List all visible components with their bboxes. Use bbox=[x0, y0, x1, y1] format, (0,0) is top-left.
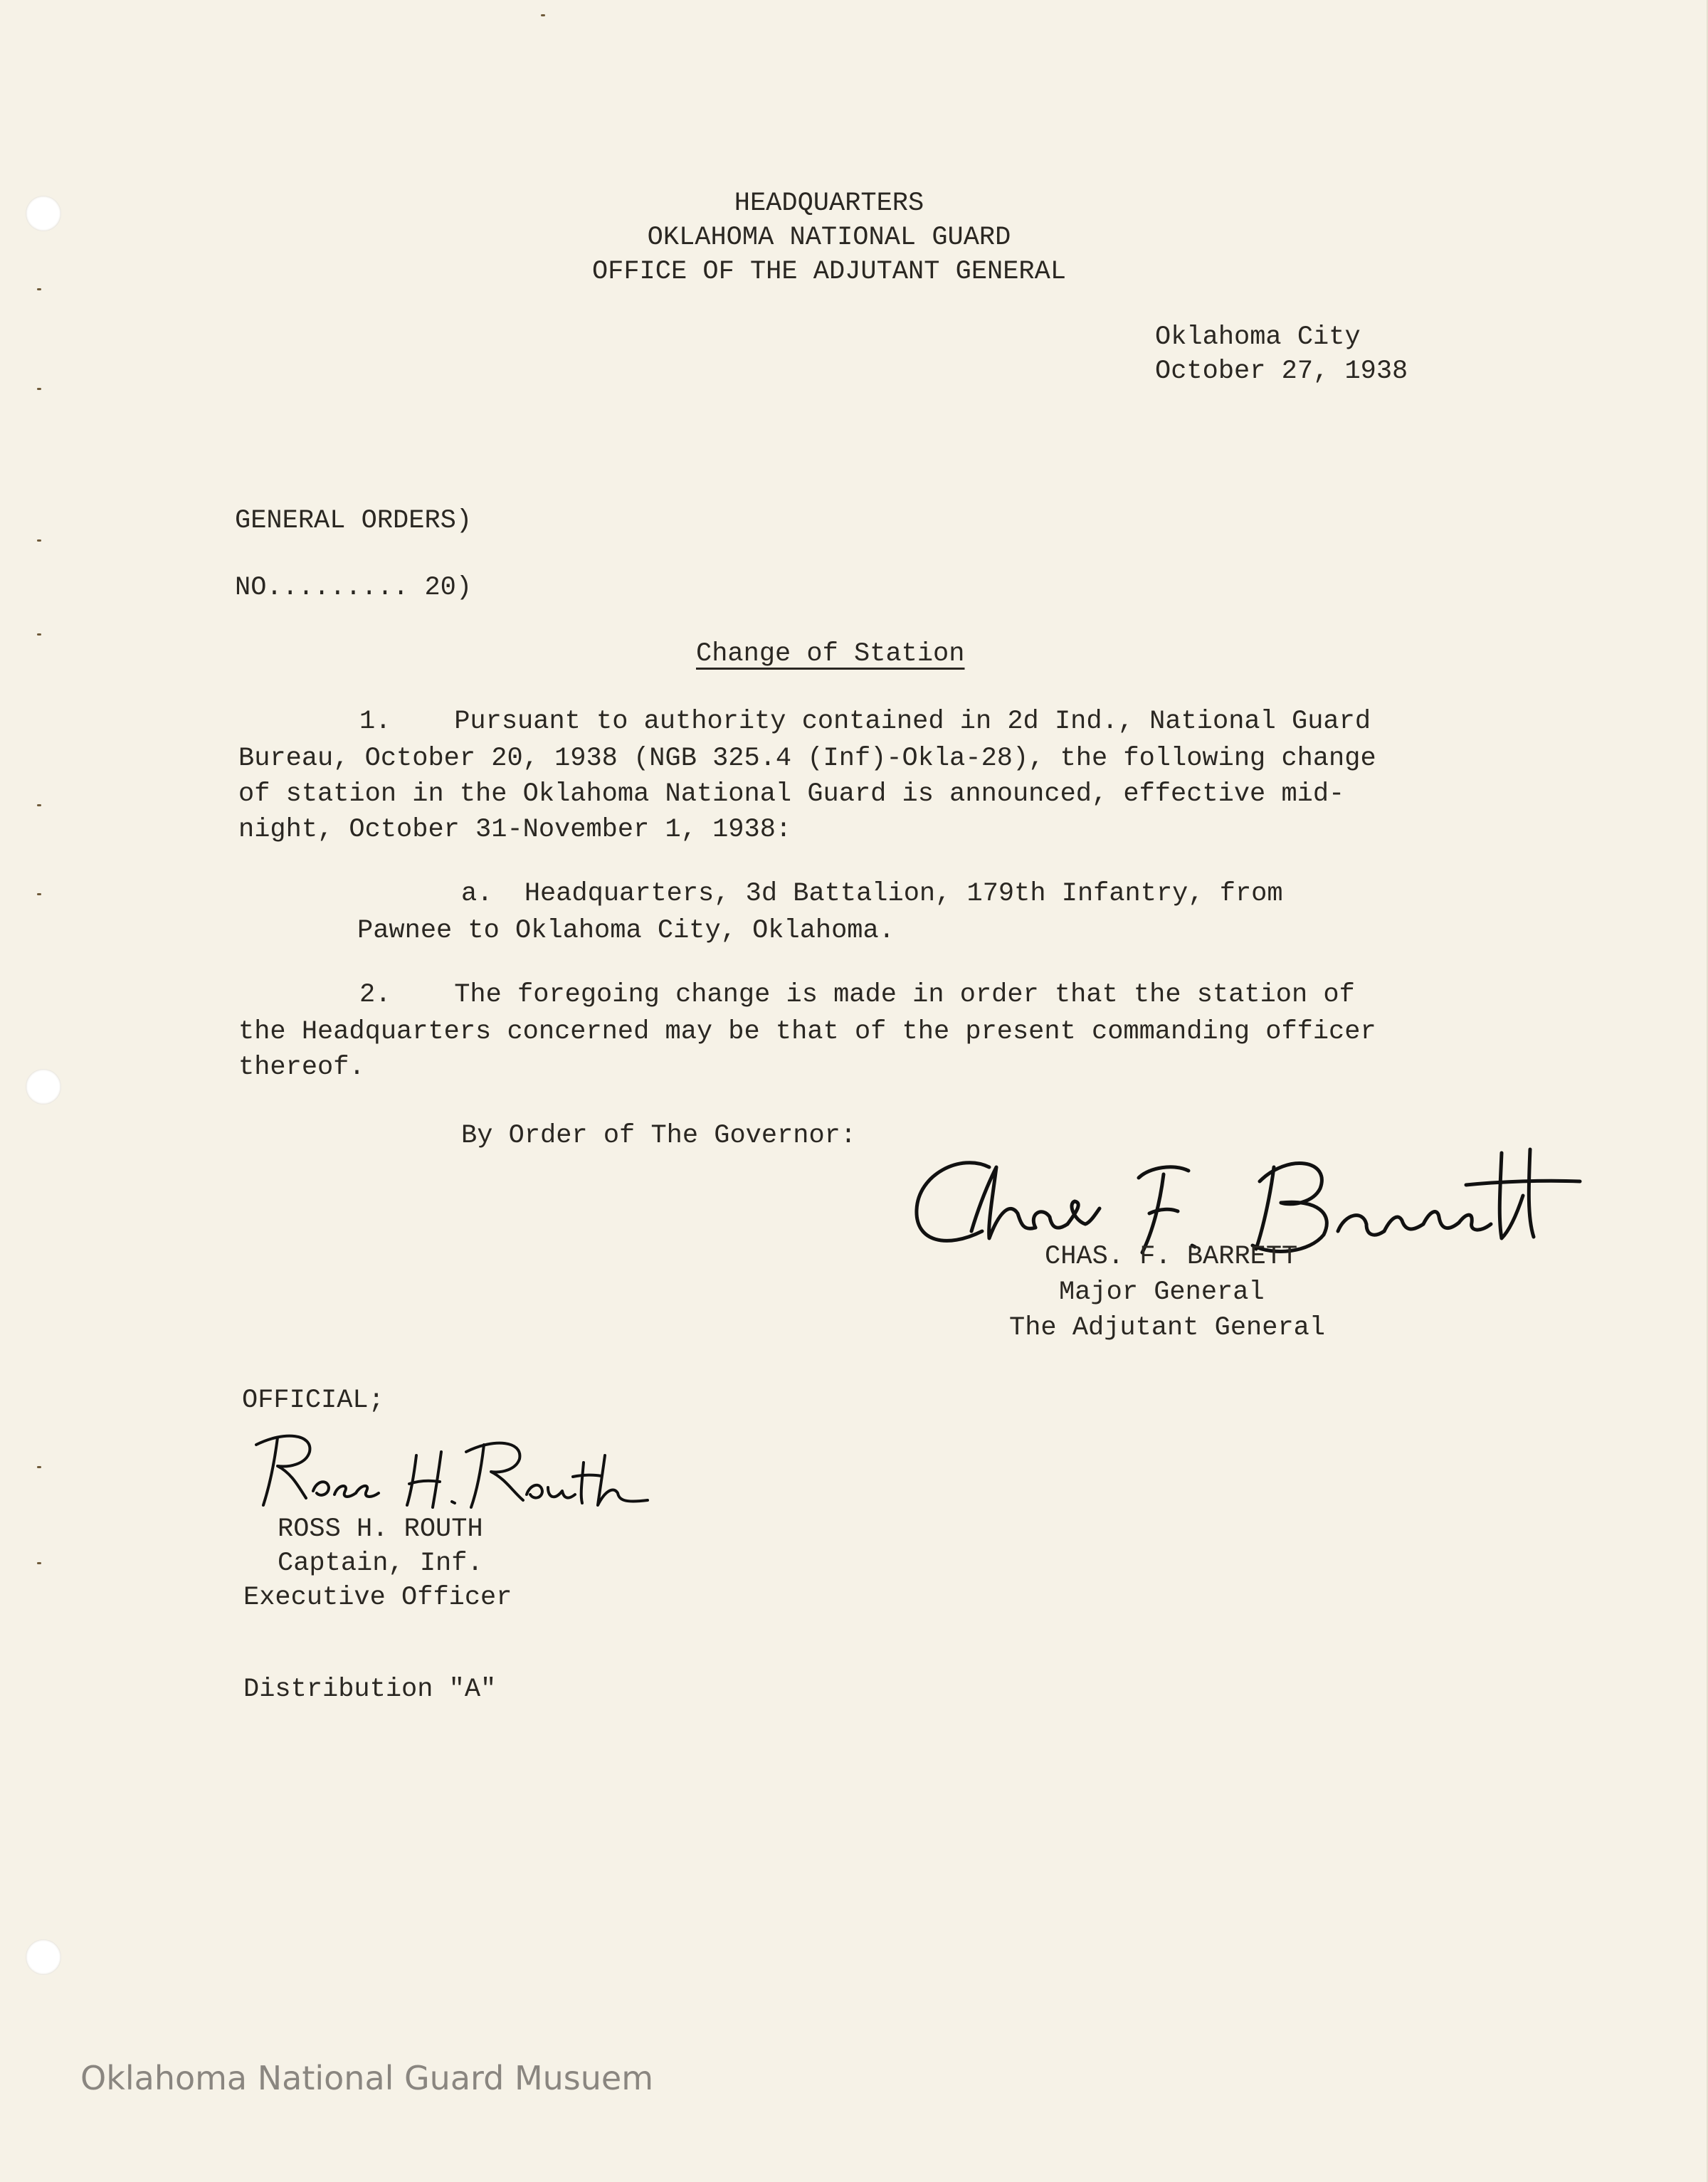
paragraph-1-line-2: Bureau, October 20, 1938 (NGB 325.4 (Inf)-Okla-28), the following change bbox=[238, 744, 1376, 774]
punch-hole-top bbox=[26, 196, 61, 231]
paper-speck bbox=[541, 14, 545, 16]
paper-speck bbox=[37, 1466, 41, 1468]
order-number: NO......... 20) bbox=[235, 573, 473, 603]
paragraph-1-line-1: 1. Pursuant to authority contained in 2d Ind., National Guard bbox=[359, 707, 1371, 737]
paragraph-1-line-4: night, October 31-November 1, 1938: bbox=[238, 815, 792, 845]
general-orders-label: GENERAL ORDERS) bbox=[235, 506, 473, 536]
subparagraph-a-line-2: Pawnee to Oklahoma City, Oklahoma. bbox=[357, 916, 895, 946]
official-name: ROSS H. ROUTH bbox=[278, 1514, 483, 1544]
dateline-place: Oklahoma City bbox=[1155, 322, 1361, 352]
distribution-line: Distribution "A" bbox=[243, 1675, 497, 1704]
official-title: Executive Officer bbox=[243, 1583, 512, 1613]
punch-hole-middle bbox=[26, 1069, 61, 1105]
paper-speck bbox=[37, 804, 41, 806]
punch-hole-bottom bbox=[26, 1939, 61, 1975]
header-line-1: HEADQUARTERS bbox=[734, 189, 924, 218]
official-label: OFFICIAL; bbox=[242, 1386, 384, 1416]
paper-speck bbox=[37, 893, 41, 895]
dateline-date: October 27, 1938 bbox=[1155, 357, 1408, 386]
signatory-title: The Adjutant General bbox=[1009, 1313, 1326, 1343]
header-line-3: OFFICE OF THE ADJUTANT GENERAL bbox=[591, 257, 1067, 287]
signatory-name: CHAS. F. BARRETT bbox=[1045, 1242, 1298, 1272]
official-rank: Captain, Inf. bbox=[278, 1549, 483, 1578]
subparagraph-a-line-1: a. Headquarters, 3d Battalion, 179th Infantry, from bbox=[461, 879, 1283, 909]
paragraph-2-line-2: the Headquarters concerned may be that of the present commanding officer bbox=[238, 1017, 1376, 1047]
museum-watermark: Oklahoma National Guard Musuem bbox=[80, 2059, 654, 2097]
paper-speck bbox=[37, 1562, 41, 1564]
paragraph-2-line-3: thereof. bbox=[238, 1053, 365, 1082]
by-order-line: By Order of The Governor: bbox=[461, 1121, 857, 1151]
signatory-rank: Major General bbox=[1059, 1277, 1265, 1307]
paragraph-2-line-1: 2. The foregoing change is made in order that the station of bbox=[359, 980, 1355, 1010]
order-title: Change of Station bbox=[696, 639, 965, 669]
paragraph-1-line-3: of station in the Oklahoma National Guard is announced, effective mid- bbox=[238, 779, 1345, 809]
paper-speck bbox=[37, 633, 41, 636]
paper-speck bbox=[37, 288, 41, 290]
routh-signature bbox=[249, 1423, 676, 1516]
header-line-2: OKLAHOMA NATIONAL GUARD bbox=[647, 223, 1011, 253]
paper-speck bbox=[37, 388, 41, 390]
paper-speck bbox=[37, 539, 41, 542]
